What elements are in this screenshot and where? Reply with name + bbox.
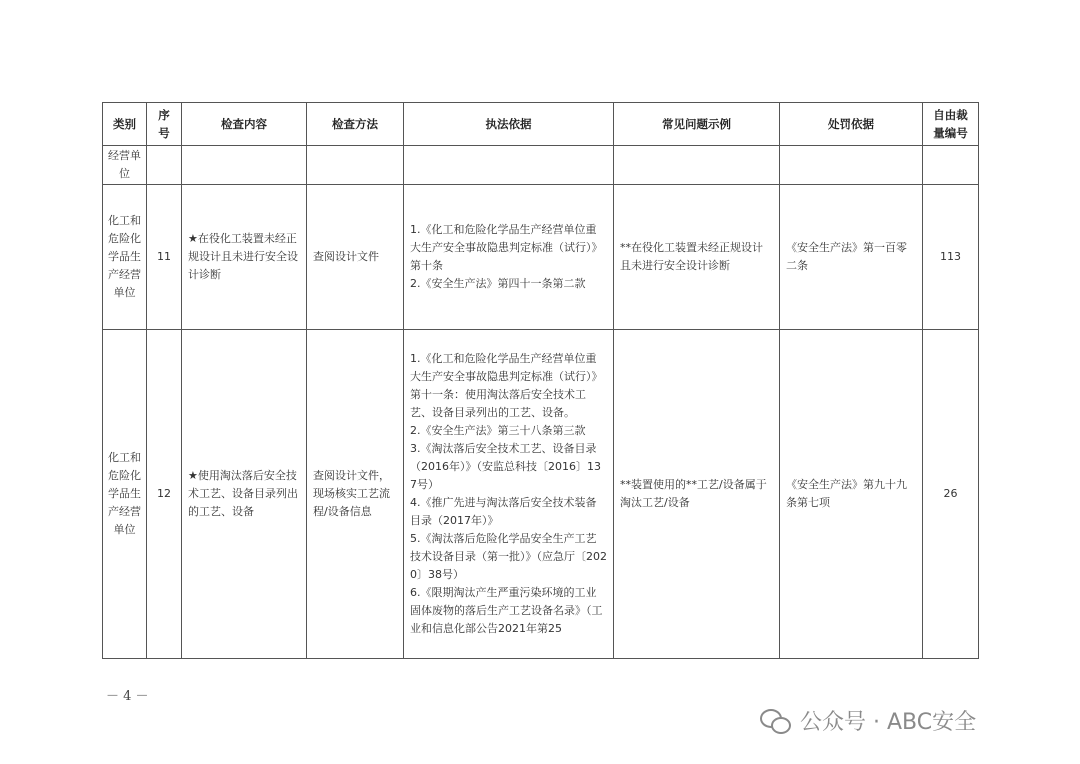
row-example (614, 146, 780, 185)
table-header-row (103, 103, 979, 146)
row-penalty (780, 146, 923, 185)
watermark-text: 公众号 · ABC安全 (800, 710, 977, 735)
table-row (103, 185, 979, 330)
row-basis (404, 146, 614, 185)
header-common-problem-example: 常见问题示例 (614, 103, 780, 146)
wechat-icon (760, 709, 790, 733)
row-content: ★使用淘汰落后安全技术工艺、设备目录列出的工艺、设备 (182, 330, 307, 659)
row-method: 查阅设计文件 (307, 185, 404, 330)
row-content (182, 146, 307, 185)
basis-line: 3.《淘汰落后安全技术工艺、设备目录（2016年）》（安监总科技〔2016〕137号） (410, 442, 601, 491)
table-row (103, 146, 979, 185)
row-category: 化工和危险化学品生产经营单位 (103, 330, 147, 659)
inspection-table (102, 102, 979, 659)
row-penalty: 《安全生产法》第九十九条第七项 (780, 330, 923, 659)
row-number (147, 146, 182, 185)
table-row (103, 330, 979, 659)
row-code: 113 (923, 185, 979, 330)
row-example: **装置使用的**工艺/设备属于淘汰工艺/设备 (614, 330, 780, 659)
header-serial-number: 序号 (147, 103, 182, 146)
row-basis (404, 185, 614, 330)
basis-line: 1.《化工和危险化学品生产经营单位重大生产安全事故隐患判定标准（试行）》第十条 (410, 223, 603, 272)
row-method: 查阅设计文件，现场核实工艺流程/设备信息 (307, 330, 404, 659)
basis-line: 5.《淘汰落后危险化学品安全生产工艺技术设备目录（第一批）》（应急厅〔2020〕38号） (410, 532, 607, 581)
header-enforcement-basis: 执法依据 (404, 103, 614, 146)
basis-line: 1.《化工和危险化学品生产经营单位重大生产安全事故隐患判定标准（试行）》第十一条：使用淘汰落后安全技术工艺、设备目录列出的工艺、设备。 (410, 352, 603, 419)
row-basis (404, 330, 614, 659)
basis-line: 2.《安全生产法》第三十八条第三款 (410, 424, 586, 437)
basis-line: 6.《限期淘汰产生严重污染环境的工业固体废物的落后生产工艺设备名录》（工业和信息化部公告2021年第25 (410, 586, 603, 635)
header-inspection-content: 检查内容 (182, 103, 307, 146)
row-example: **在役化工装置未经正规设计且未进行安全设计诊断 (614, 185, 780, 330)
header-discretion-code: 自由裁量编号 (923, 103, 979, 146)
row-category: 经营单位 (103, 146, 147, 185)
page-number: － 4 － (106, 689, 149, 704)
row-code: 26 (923, 330, 979, 659)
basis-line: 4.《推广先进与淘汰落后安全技术装备目录（2017年）》 (410, 496, 597, 527)
row-code (923, 146, 979, 185)
header-category: 类别 (103, 103, 147, 146)
header-inspection-method: 检查方法 (307, 103, 404, 146)
row-content: ★在役化工装置未经正规设计且未进行安全设计诊断 (182, 185, 307, 330)
watermark (760, 705, 976, 736)
row-penalty: 《安全生产法》第一百零二条 (780, 185, 923, 330)
row-method (307, 146, 404, 185)
row-category: 化工和危险化学品生产经营单位 (103, 185, 147, 330)
row-number: 12 (147, 330, 182, 659)
row-number: 11 (147, 185, 182, 330)
header-penalty-basis: 处罚依据 (780, 103, 923, 146)
basis-line: 2.《安全生产法》第四十一条第二款 (410, 277, 586, 290)
